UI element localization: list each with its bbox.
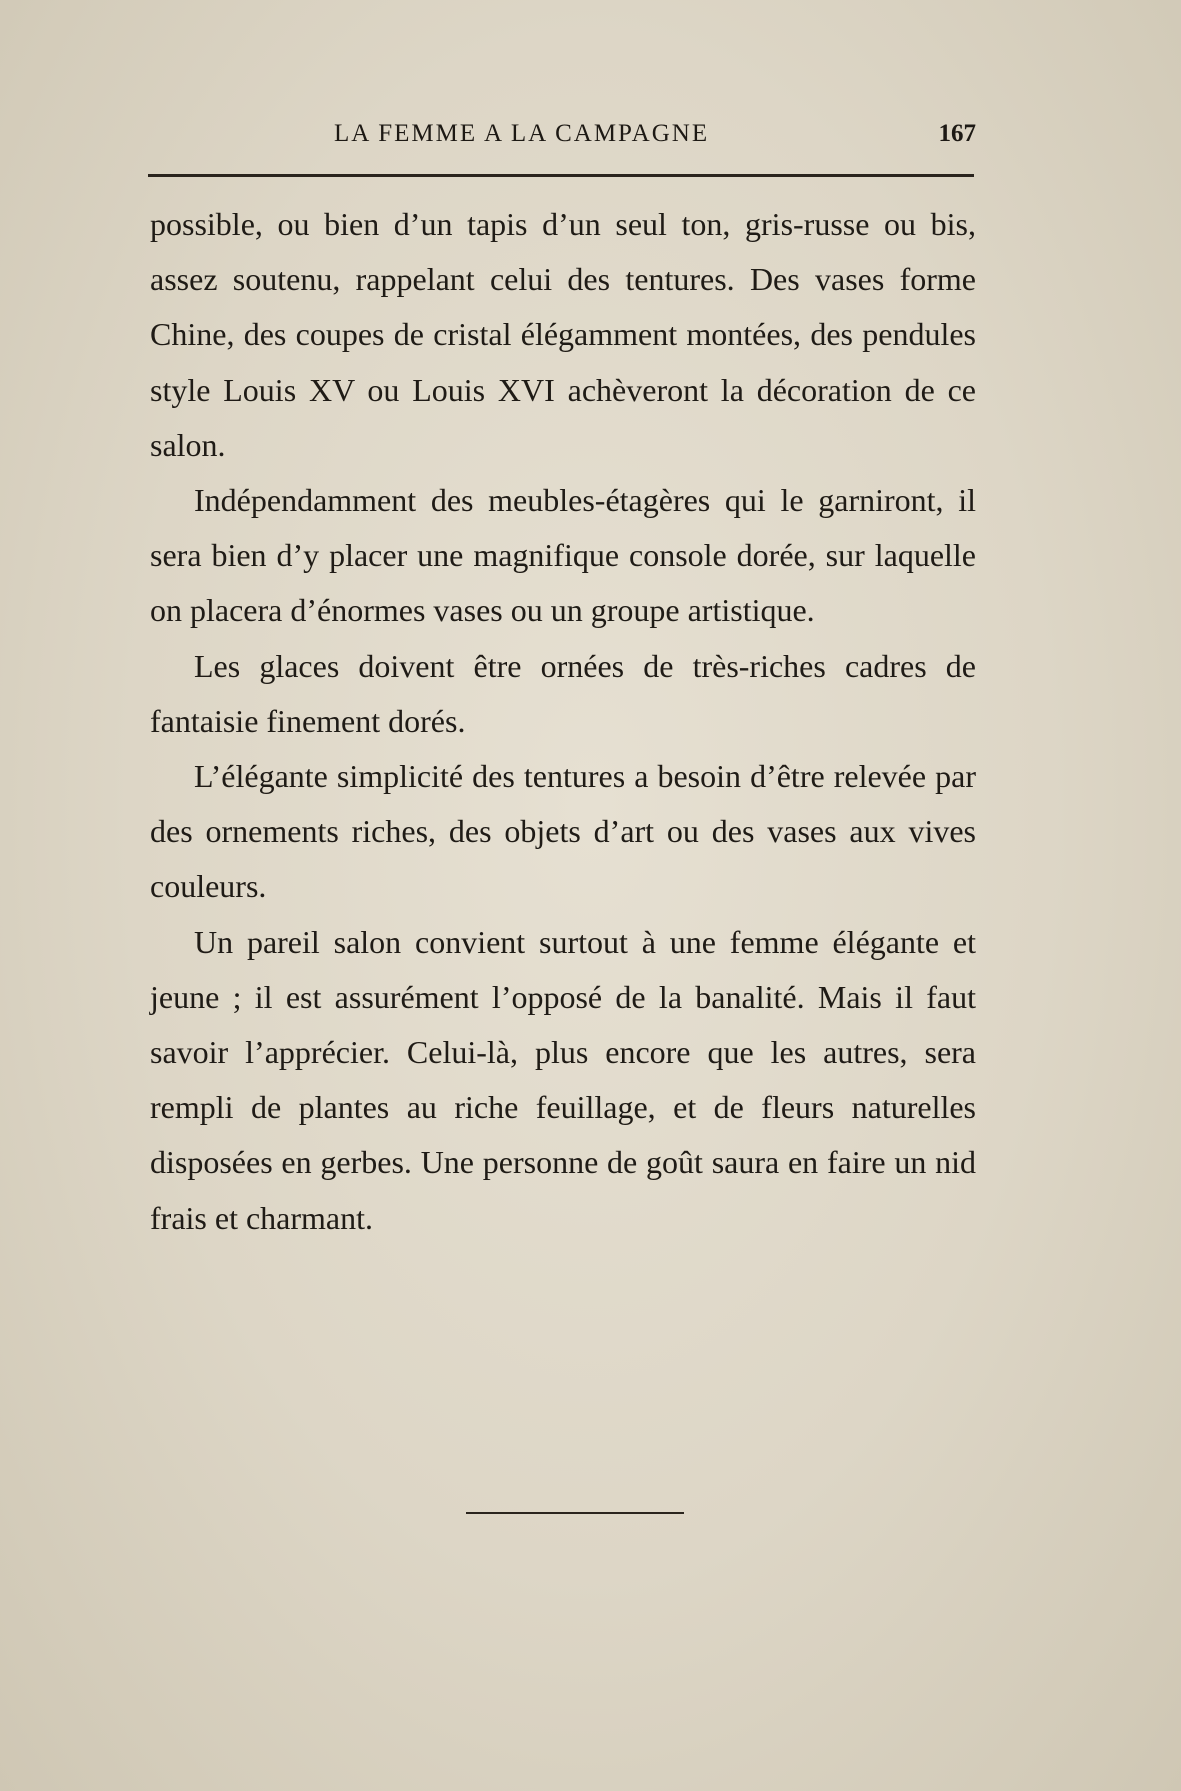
paragraph-2: Indépendamment des meubles-étagères qui le garniront, il sera bien d’y placer une magnifique console dorée, sur laquelle on placera d’énormes vases ou un groupe artistique.	[150, 482, 976, 629]
paragraph-4: L’élégante simplicité des tentures a besoin d’être relevée par des ornements riches, des objets d’art ou des vases aux vives couleurs.	[150, 758, 976, 905]
page-number: 167	[938, 120, 976, 147]
paragraph-1: possible, ou bien d’un tapis d’un seul ton, gris-russe ou bis, assez soutenu, rappelant celui des tentures. Des vases forme Chine, des coupes de cristal élégamment montées, des pendules style Louis XV ou Louis XVI achèveront la décoration de ce salon.	[150, 206, 976, 463]
page-header	[148, 114, 976, 154]
end-rule	[466, 1512, 684, 1514]
body-text	[150, 197, 976, 1246]
header-rule	[148, 174, 974, 177]
running-title: LA FEMME A LA CAMPAGNE	[334, 120, 710, 147]
paragraph-5: Un pareil salon convient surtout à une femme élégante et jeune ; il est assurément l’opposé de la banalité. Mais il faut savoir l’apprécier. Celui-là, plus encore que les autres, sera rempli de plantes au riche feuillage, et de fleurs naturelles disposées en gerbes. Une personne de goût saura en faire un nid frais et charmant.	[150, 923, 976, 1236]
paragraph-3: Les glaces doivent être ornées de très-riches cadres de fantaisie finement dorés.	[150, 647, 976, 739]
